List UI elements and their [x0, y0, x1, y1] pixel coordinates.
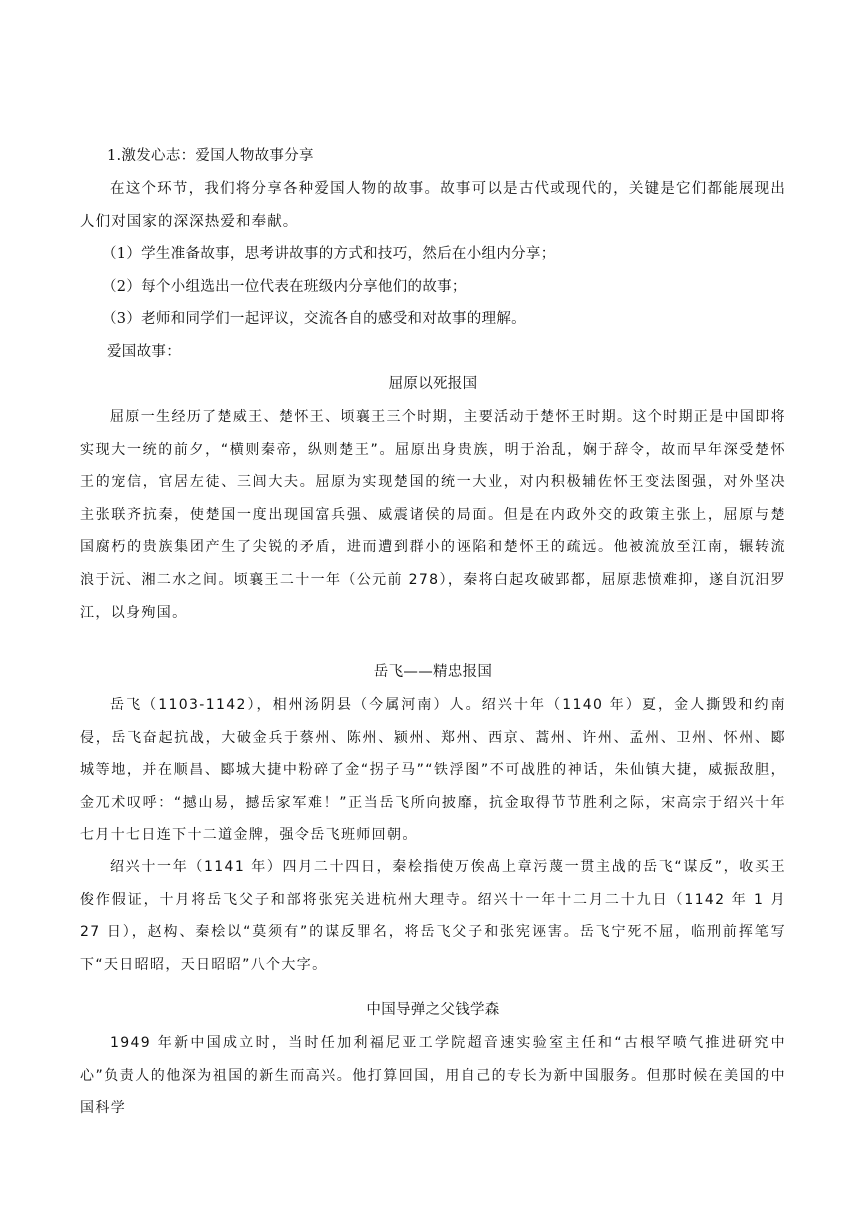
- story-title: 中国导弹之父钱学森: [366, 1002, 500, 1018]
- step-item-2: （2）每个小组选出一位代表在班级内分享他们的故事；: [102, 279, 467, 295]
- step-item-1: （1）学生准备故事，思考讲故事的方式和技巧，然后在小组内分享；: [102, 246, 556, 262]
- story-paragraph: 1949 年新中国成立时，当时任加利福尼亚工学院超音速实验室主任和“古根罕喷气推进研究中心”负责人的他深为祖国的新生而高兴。他打算回国，用自己的专长为新中国服务。但那时候在美国的中国科学: [80, 1035, 786, 1117]
- story-paragraph: 屈原一生经历了楚威王、楚怀王、顷襄王三个时期，主要活动于楚怀王时期。这个时期正是中国即将实现大一统的前夕，“横则秦帝，纵则楚王”。屈原出身贵族，明于治乱，娴于辞令，故而早年深受楚怀王的宠信，官居左徒、三闾大夫。屈原为实现楚国的统一大业，对内积极辅佐怀王变法图强，对外坚决主张联齐抗秦，使楚国一度出现国富兵强、威震诸侯的局面。但是在内政外交的政策主张上，屈原与楚国腐朽的贵族集团产生了尖锐的矛盾，进而遭到群小的诬陷和楚怀王的疏远。他被流放至江南，辗转流浪于沅、湘二水之间。顷襄王二十一年（公元前 278），秦将白起攻破郢都，屈原悲愤难抑，遂自沉汨罗江，以身殉国。: [80, 409, 786, 621]
- story-title: 岳飞——精忠报国: [373, 664, 493, 680]
- section-title: 1.激发心志：爱国人物故事分享: [107, 148, 314, 164]
- story-title: 屈原以死报国: [388, 376, 478, 392]
- section-intro: 在这个环节，我们将分享各种爱国人物的故事。故事可以是古代或现代的，关键是它们都能展现出人们对国家的深深热爱和奉献。: [80, 181, 786, 230]
- stories-label: 爱国故事：: [107, 344, 181, 360]
- step-item-3: （3）老师和同学们一起评议，交流各自的感受和对故事的理解。: [102, 311, 526, 327]
- story-paragraph: 岳飞（1103-1142），相州汤阴县（今属河南）人。绍兴十年（1140 年）夏，金人撕毁和约南侵，岳飞奋起抗战，大破金兵于蔡州、陈州、颍州、郑州、西京、蒿州、许州、孟州、卫州、怀州、郾城等地，并在顺昌、郾城大捷中粉碎了金“拐子马”“铁浮图”不可战胜的神话，朱仙镇大捷，威振敌胆，金兀术叹呼：“撼山易，撼岳家军难！”正当岳飞所向披靡，抗金取得节节胜利之际，宋高宗于绍兴十年七月十七日连下十二道金牌，强令岳飞班师回朝。: [80, 697, 786, 844]
- story-paragraph: 绍兴十一年（1141 年）四月二十四日，秦桧指使万俟卨上章污蔑一贯主战的岳飞“谋反”，收买王俊作假证，十月将岳飞父子和部将张宪关进杭州大理寺。绍兴十一年十二月二十九日（1142 年 1 月 27 日），赵构、秦桧以“莫须有”的谋反罪名，将岳飞父子和张宪诬害。岳飞宁死不屈，临刑前挥笔写下“天日昭昭，天日昭昭”八个大字。: [80, 859, 786, 973]
